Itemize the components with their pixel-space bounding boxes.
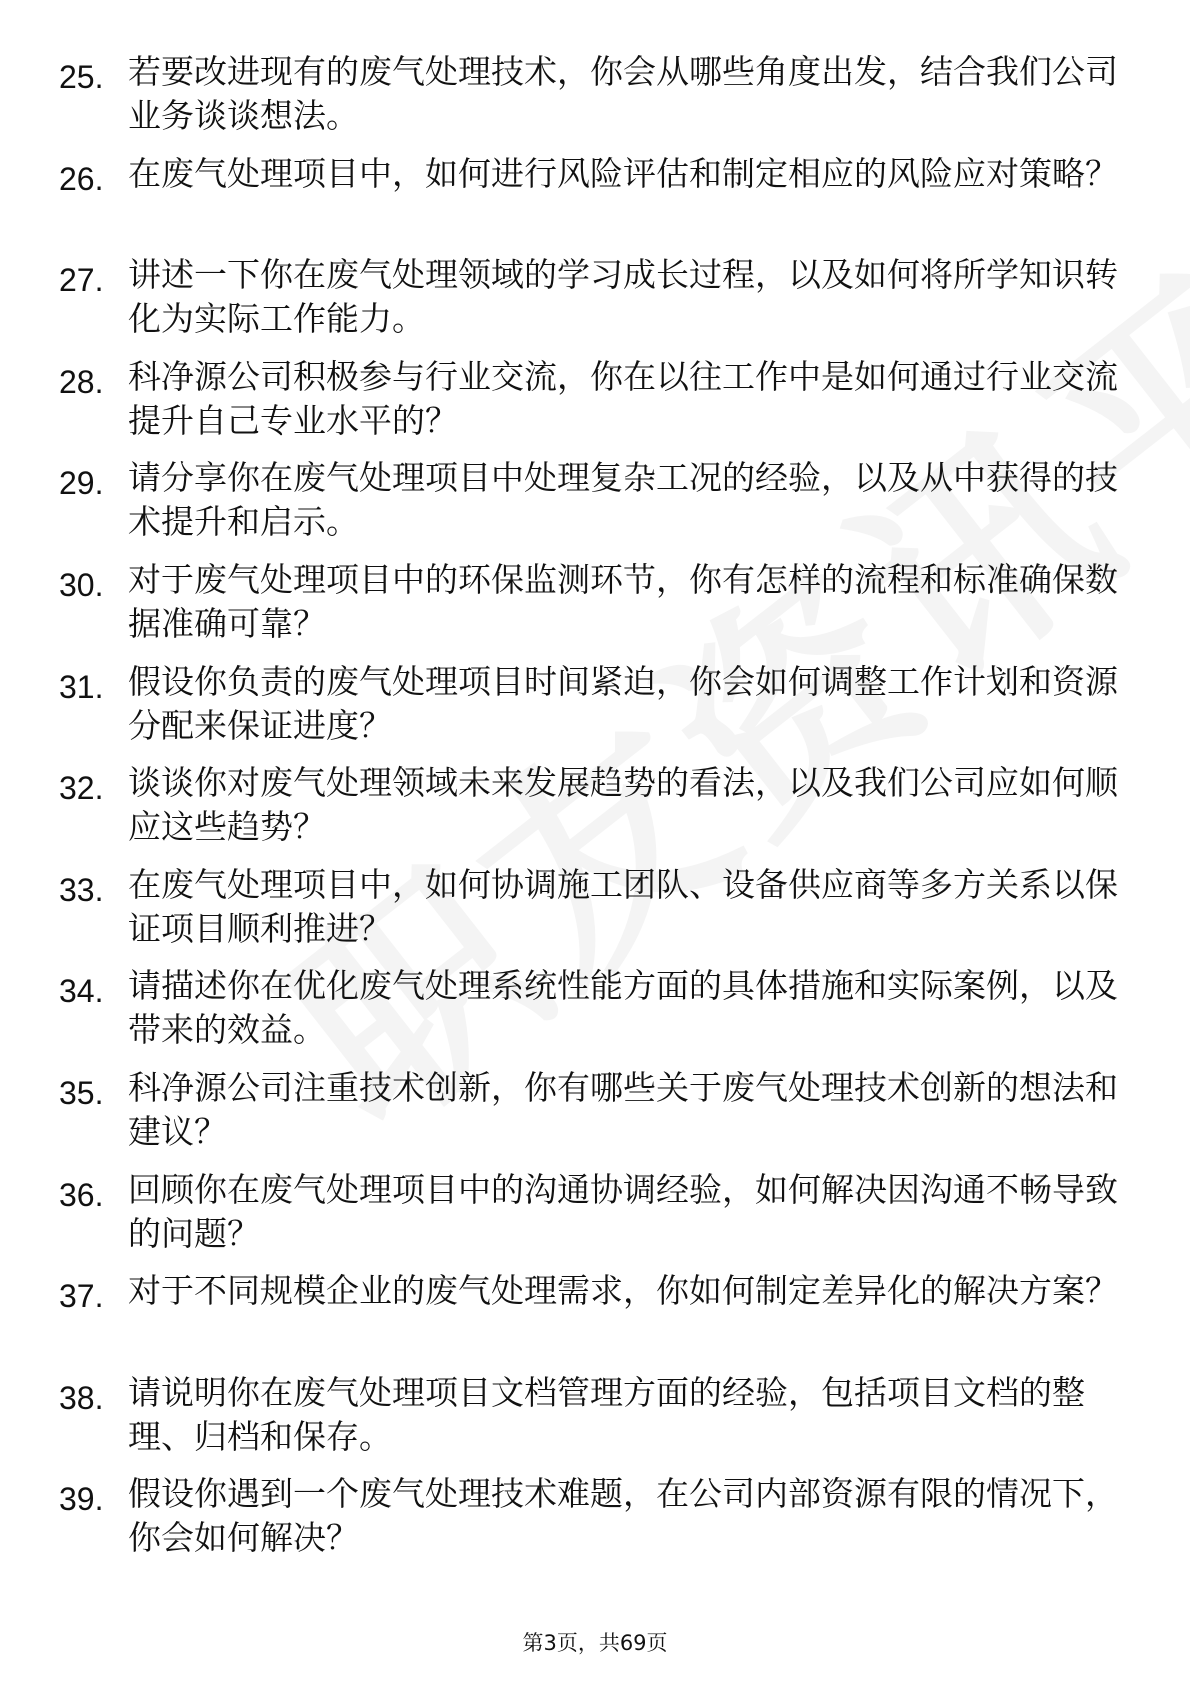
question-number: 30. <box>59 566 104 603</box>
question-item <box>0 50 1190 152</box>
question-number: 33. <box>59 871 104 908</box>
question-text: 若要改进现有的废气处理技术，你会从哪些角度出发，结合我们公司业务谈谈想法。 <box>128 52 1118 135</box>
question-number: 29. <box>59 465 104 502</box>
question-text: 讲述一下你在废气处理领域的学习成长过程，以及如何将所学知识转化为实际工作能力。 <box>128 255 1118 339</box>
question-number: 31. <box>59 668 104 705</box>
question-text: 科净源公司注重技术创新，你有哪些关于废气处理技术创新的想法和建议？ <box>128 1067 1118 1151</box>
question-item <box>0 660 1190 762</box>
question-item <box>0 253 1190 355</box>
question-item <box>0 964 1190 1066</box>
question-item <box>0 152 1190 254</box>
question-text: 谈谈你对废气处理领域未来发展趋势的看法，以及我们公司应如何顺应这些趋势？ <box>128 763 1118 847</box>
question-text: 科净源公司积极参与行业交流，你在以往工作中是如何通过行业交流提升自己专业水平的？ <box>128 356 1118 440</box>
question-text: 在废气处理项目中，如何进行风险评估和制定相应的风险应对策略？ <box>128 153 1118 193</box>
question-number: 25. <box>59 59 104 95</box>
question-item <box>0 1168 1190 1270</box>
question-text: 请说明你在废气处理项目文档管理方面的经验，包括项目文档的整理、归档和保存。 <box>128 1372 1085 1456</box>
question-text: 在废气处理项目中，如何协调施工团队、设备供应商等多方关系以保证项目顺利推进？ <box>128 864 1118 948</box>
question-number: 32. <box>59 770 104 807</box>
question-text: 假设你遇到一个废气处理技术难题，在公司内部资源有限的情况下，你会如何解决？ <box>128 1474 1118 1558</box>
question-item <box>0 1371 1190 1473</box>
question-text: 对于废气处理项目中的环保监测环节，你有怎样的流程和标准确保数据准确可靠？ <box>128 559 1118 643</box>
question-text: 回顾你在废气处理项目中的沟通协调经验，如何解决因沟通不畅导致的问题？ <box>128 1169 1118 1253</box>
question-number: 39. <box>59 1481 104 1518</box>
question-text: 请分享你在废气处理项目中处理复杂工况的经验，以及从中获得的技术提升和启示。 <box>128 458 1118 542</box>
question-number: 27. <box>59 262 104 299</box>
question-item <box>0 1472 1190 1574</box>
question-item <box>0 1269 1190 1371</box>
question-list <box>0 50 1190 1574</box>
question-number: 26. <box>59 160 104 197</box>
question-text: 对于不同规模企业的废气处理需求，你如何制定差异化的解决方案？ <box>128 1271 1118 1311</box>
question-number: 36. <box>59 1176 104 1213</box>
question-text: 假设你负责的废气处理项目时间紧迫，你会如何调整工作计划和资源分配来保证进度？ <box>128 661 1118 745</box>
question-item <box>0 761 1190 863</box>
question-number: 28. <box>59 363 104 400</box>
question-item <box>0 1066 1190 1168</box>
question-number: 38. <box>59 1379 104 1416</box>
question-item <box>0 863 1190 965</box>
page-footer: 第3页，共69页 <box>522 1631 668 1655</box>
question-item <box>0 355 1190 457</box>
question-item <box>0 558 1190 660</box>
question-text: 请描述你在优化废气处理系统性能方面的具体措施和实际案例，以及带来的效益。 <box>128 966 1118 1050</box>
question-number: 35. <box>59 1074 104 1111</box>
question-number: 34. <box>59 973 104 1010</box>
question-number: 37. <box>59 1278 104 1315</box>
question-item <box>0 456 1190 558</box>
